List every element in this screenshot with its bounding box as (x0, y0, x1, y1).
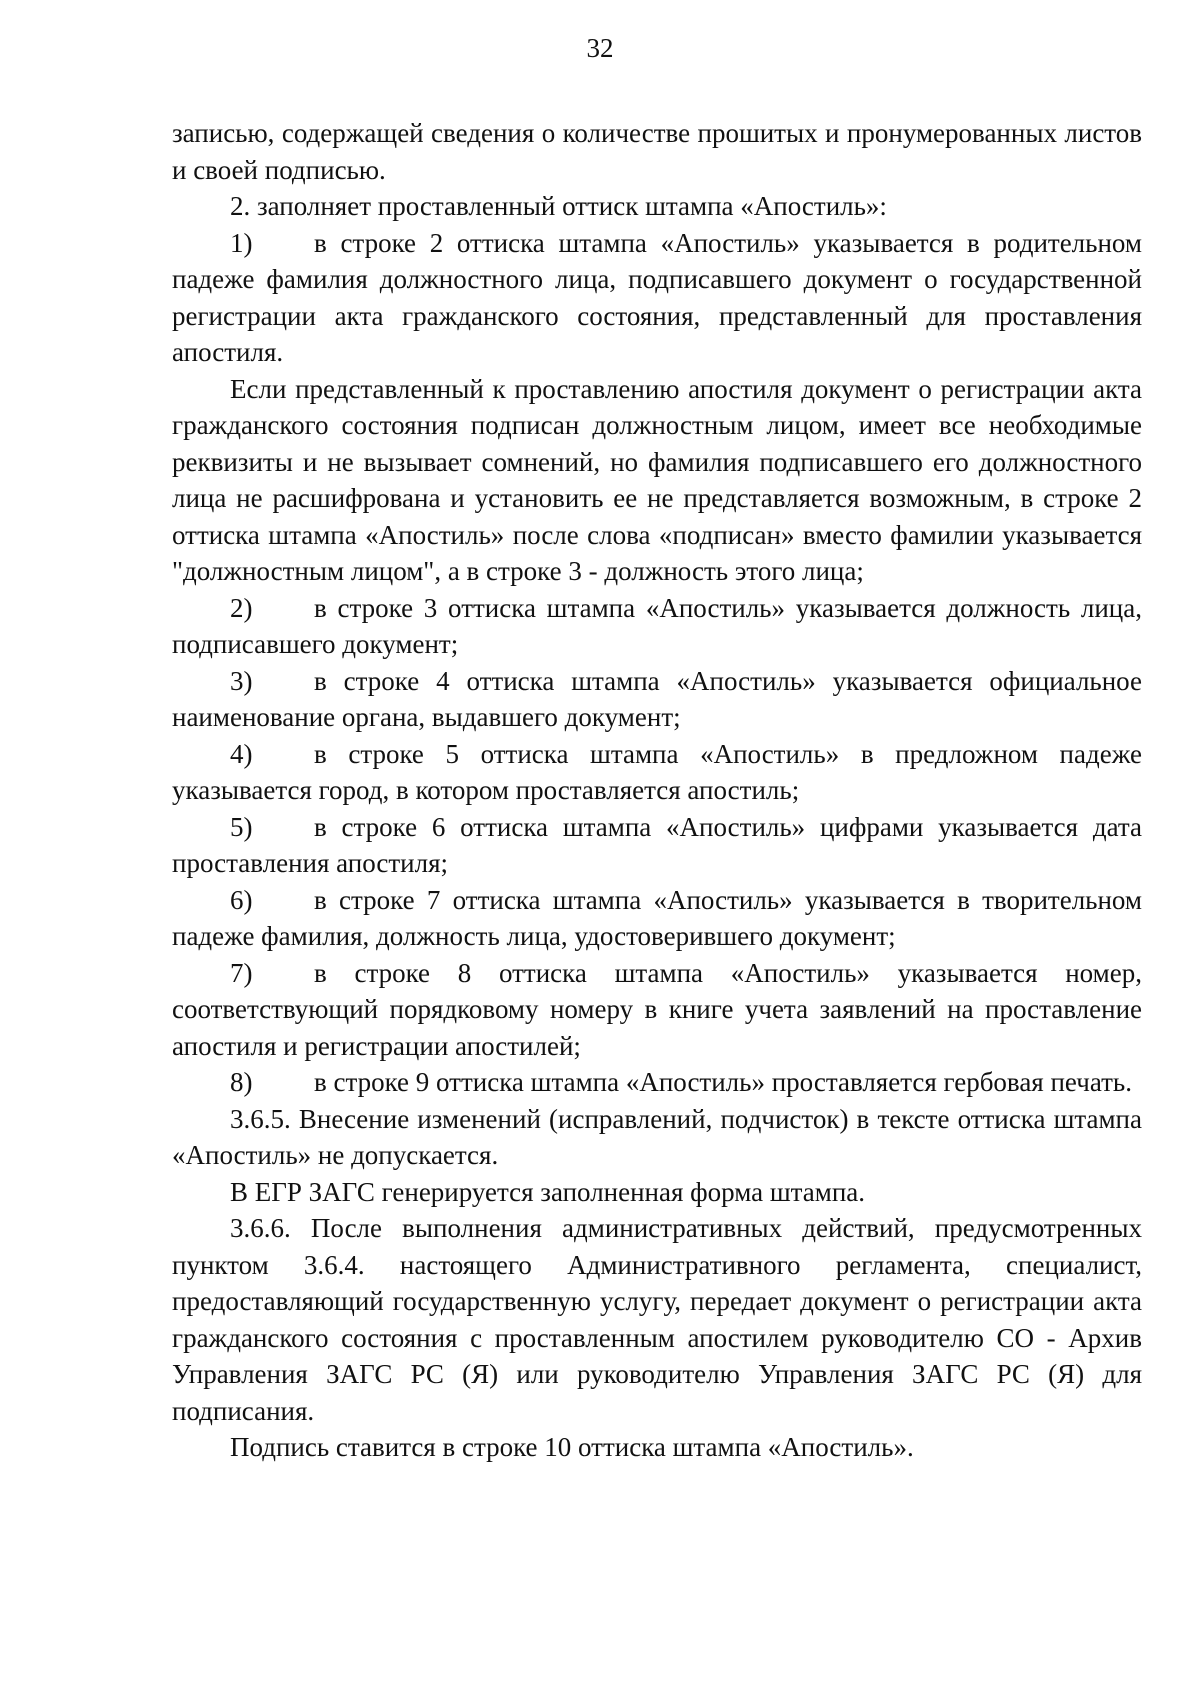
list-item-text: в строке 7 оттиска штампа «Апостиль» указывается в творительном падеже фамилия, должность лица, удостоверившего документ; (172, 884, 1142, 951)
list-item-text: в строке 6 оттиска штампа «Апостиль» цифрами указывается дата проставления апостиля; (172, 811, 1142, 878)
paragraph-continuation: записью, содержащей сведения о количестве прошитых и пронумерованных листов и своей подписью. (172, 118, 1142, 185)
list-item-3 (172, 663, 1142, 736)
list-item-1 (172, 225, 1142, 371)
list-item-text: в строке 9 оттиска штампа «Апостиль» проставляется гербовая печать. (314, 1067, 1132, 1097)
list-item-text: в строке 5 оттиска штампа «Апостиль» в предложном падеже указывается город, в котором проставляется апостиль; (172, 738, 1142, 805)
paragraph-signature: Подпись ставится в строке 10 оттиска штампа «Апостиль». (230, 1432, 914, 1462)
page-number: 32 (586, 33, 614, 63)
paragraph-3-6-6: 3.6.6. После выполнения административных действий, предусмотренных пунктом 3.6.4. настоящего Административного регламента, специалист, предоставляющий государственную услугу, передает документ о регистрации акта гражданского состояния с проставленным апостилем руководителю СО - Архив Управления ЗАГС РС (Я) или руководителю Управления ЗАГС РС (Я) для подписания. (172, 1213, 1142, 1426)
list-number: 1) (230, 227, 253, 258)
list-item-6 (172, 882, 1142, 955)
list-item-text: в строке 4 оттиска штампа «Апостиль» указывается официальное наименование органа, выдавшего документ; (172, 665, 1142, 732)
list-item-text: в строке 2 оттиска штампа «Апостиль» указывается в родительном падеже фамилия должностного лица, подписавшего документ о государственной регистрации акта гражданского состояния, представленный для проставления апостиля. (172, 227, 1142, 367)
paragraph-item-2-heading: 2. заполняет проставленный оттиск штампа «Апостиль»: (230, 191, 887, 221)
list-item-2 (172, 590, 1142, 663)
document-body (172, 115, 1142, 1466)
list-number: 8) (230, 1067, 253, 1097)
list-number: 5) (230, 811, 253, 842)
list-item-text: в строке 8 оттиска штампа «Апостиль» указывается номер, соответствующий порядковому номеру в книге учета заявлений на проставление апостиля и регистрации апостилей; (172, 957, 1142, 1061)
list-number: 2) (230, 592, 253, 623)
paragraph-egr-zags: В ЕГР ЗАГС генерируется заполненная форма штампа. (230, 1176, 866, 1207)
list-number: 3) (230, 665, 253, 696)
paragraph-unsigned-official: Если представленный к проставлению апостиля документ о регистрации акта гражданского состояния подписан должностным лицом, имеет все необходимые реквизиты и не вызывает сомнений, но фамилия подписавшего его должностного лица не расшифрована и установить ее не представляется возможным, в строке 2 оттиска штампа «Апостиль» после слова «подписан» вместо фамилии указывается "должностным лицом", а в строке 3 - должность этого лица; (172, 373, 1142, 586)
paragraph-3-6-5: 3.6.5. Внесение изменений (исправлений, подчисток) в тексте оттиска штампа «Апостиль» не допускается. (172, 1103, 1142, 1170)
list-number: 6) (230, 884, 253, 915)
list-item-7 (172, 955, 1142, 1065)
list-number: 4) (230, 738, 253, 769)
list-item-text: в строке 3 оттиска штампа «Апостиль» указывается должность лица, подписавшего документ; (172, 592, 1142, 659)
list-item-4 (172, 736, 1142, 809)
list-item-5 (172, 809, 1142, 882)
list-number: 7) (230, 957, 253, 988)
list-item-8 (172, 1064, 1142, 1101)
